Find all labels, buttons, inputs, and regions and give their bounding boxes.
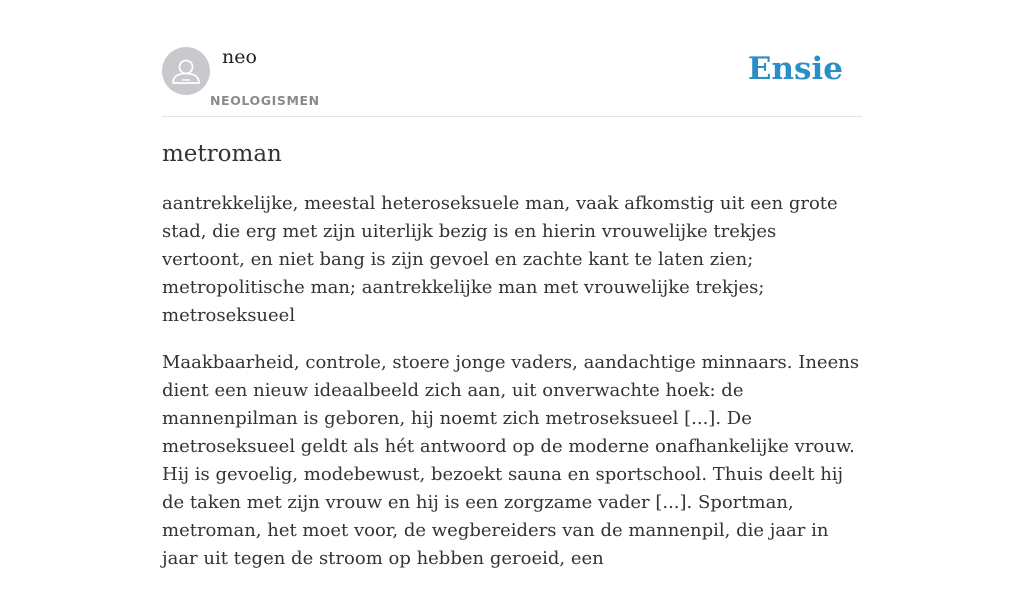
header [162, 0, 862, 117]
avatar[interactable] [162, 47, 210, 95]
username-link[interactable]: neo [222, 46, 257, 68]
user-icon [162, 47, 210, 95]
entry-example: Maakbaarheid, controle, stoere jonge vaders, aandachtige minnaars. Ineens dient een nieuw ideaalbeeld zich aan, uit onverwachte hoek: de mannenpilman is geboren, hij noemt zich metroseksueel [...]. De metroseksueel geldt als hét antwoord op de moderne onafhankelijke vrouw. Hij is gevoelig, modebewust, bezoekt sauna en sportschool. Thuis deelt hij de taken met zijn vrouw en hij is een zorgzame vader [...]. Sportman, metroman, het moet voor, de wegbereiders van de mannenpil, die jaar in jaar uit tegen de stroom op hebben geroeid, een [162, 352, 860, 569]
entry-content [162, 138, 862, 592]
entry-term: metroman [162, 141, 282, 167]
entry-definition: aantrekkelijke, meestal heteroseksuele man, vaak afkomstig uit een grote stad, die erg met zijn uiterlijk bezig is en hierin vrouwelijke trekjes vertoont, en niet bang is zijn gevoel en zachte kant te laten zien; metropolitische man; aantrekkelijke man met vrouwelijke trekjes; metroseksueel [162, 193, 838, 326]
category-link[interactable]: NEOLOGISMEN [210, 93, 320, 108]
site-logo[interactable]: Ensie [747, 51, 843, 87]
